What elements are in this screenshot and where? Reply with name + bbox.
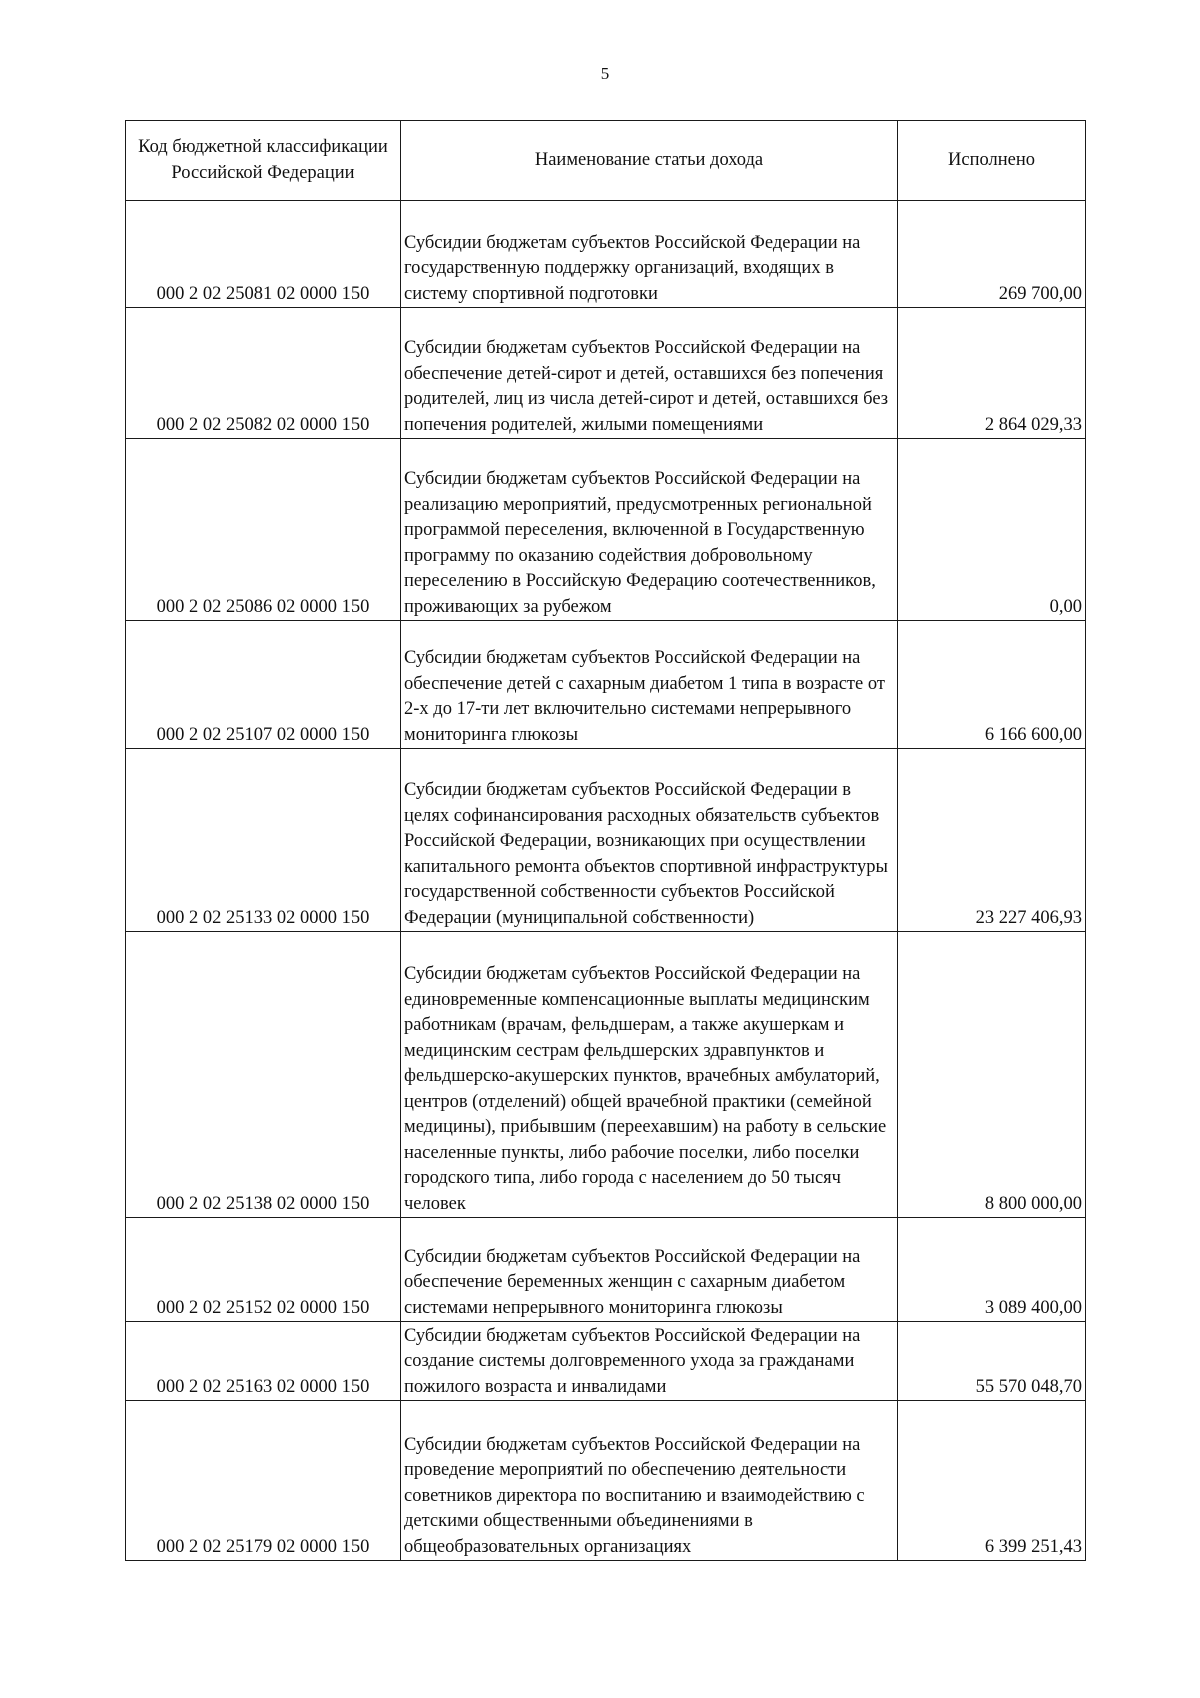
table-row xyxy=(126,749,1086,932)
table-row xyxy=(126,932,1086,1218)
row-value: 55 570 048,70 xyxy=(898,1322,1086,1401)
table-row xyxy=(126,201,1086,308)
table-header-row xyxy=(126,121,1086,201)
page-number: 5 xyxy=(600,64,610,83)
row-value: 8 800 000,00 xyxy=(898,932,1086,1218)
row-name: Субсидии бюджетам субъектов Российской Федерации на единовременные компенсационные выплаты медицинским работникам (врачам, фельдшерам, а также акушеркам и медицинским сестрам фельдшерских здравпунктов и фельдшерско-акушерских пунктов, врачебных амбулаторий, центров (отделений) общей врачебной практики (семейной медицины), прибывшим (переехавшим) на работу в сельские населенные пункты, либо рабочие поселки, либо поселки городского типа, либо города с населением до 50 тысяч человек xyxy=(401,932,898,1218)
row-value: 6 166 600,00 xyxy=(898,621,1086,749)
table-row xyxy=(126,439,1086,621)
row-code: 000 2 02 25107 02 0000 150 xyxy=(126,621,401,749)
row-name: Субсидии бюджетам субъектов Российской Федерации на реализацию мероприятий, предусмотренных региональной программой переселения, включенной в Государственную программу по оказанию содействия добровольному переселению в Российскую Федерацию соотечественников, проживающих за рубежом xyxy=(401,439,898,621)
header-code: Код бюджетной классификации Российской Федерации xyxy=(126,121,401,201)
header-value: Исполнено xyxy=(898,121,1086,201)
row-name: Субсидии бюджетам субъектов Российской Федерации на обеспечение беременных женщин с сахарным диабетом системами непрерывного мониторинга глюкозы xyxy=(401,1218,898,1322)
row-value: 0,00 xyxy=(898,439,1086,621)
row-name: Субсидии бюджетам субъектов Российской Федерации на государственную поддержку организаций, входящих в систему спортивной подготовки xyxy=(401,201,898,308)
table-row xyxy=(126,1218,1086,1322)
row-code: 000 2 02 25138 02 0000 150 xyxy=(126,932,401,1218)
row-code: 000 2 02 25086 02 0000 150 xyxy=(126,439,401,621)
row-code: 000 2 02 25082 02 0000 150 xyxy=(126,308,401,439)
row-code: 000 2 02 25179 02 0000 150 xyxy=(126,1401,401,1561)
row-name: Субсидии бюджетам субъектов Российской Федерации в целях софинансирования расходных обязательств субъектов Российской Федерации, возникающих при осуществлении капитального ремонта объектов спортивной инфраструктуры государственной собственности субъектов Российской Федерации (муниципальной собственности) xyxy=(401,749,898,932)
row-code: 000 2 02 25163 02 0000 150 xyxy=(126,1322,401,1401)
table-row xyxy=(126,1322,1086,1401)
table-row xyxy=(126,308,1086,439)
row-name: Субсидии бюджетам субъектов Российской Федерации на создание системы долговременного ухода за гражданами пожилого возраста и инвалидами xyxy=(401,1322,898,1401)
row-value: 6 399 251,43 xyxy=(898,1401,1086,1561)
row-value: 2 864 029,33 xyxy=(898,308,1086,439)
row-value: 3 089 400,00 xyxy=(898,1218,1086,1322)
row-code: 000 2 02 25152 02 0000 150 xyxy=(126,1218,401,1322)
row-code: 000 2 02 25133 02 0000 150 xyxy=(126,749,401,932)
row-name: Субсидии бюджетам субъектов Российской Федерации на обеспечение детей с сахарным диабетом 1 типа в возрасте от 2-х до 17-ти лет включительно системами непрерывного мониторинга глюкозы xyxy=(401,621,898,749)
revenue-table xyxy=(125,120,1086,1561)
row-name: Субсидии бюджетам субъектов Российской Федерации на проведение мероприятий по обеспечению деятельности советников директора по воспитанию и взаимодействию с детскими общественными объединениями в общеобразовательных организациях xyxy=(401,1401,898,1561)
row-name: Субсидии бюджетам субъектов Российской Федерации на обеспечение детей-сирот и детей, оставшихся без попечения родителей, лиц из числа детей-сирот и детей, оставшихся без попечения родителей, жилыми помещениями xyxy=(401,308,898,439)
table-row xyxy=(126,1401,1086,1561)
header-name: Наименование статьи дохода xyxy=(401,121,898,201)
row-code: 000 2 02 25081 02 0000 150 xyxy=(126,201,401,308)
table-row xyxy=(126,621,1086,749)
row-value: 269 700,00 xyxy=(898,201,1086,308)
row-value: 23 227 406,93 xyxy=(898,749,1086,932)
